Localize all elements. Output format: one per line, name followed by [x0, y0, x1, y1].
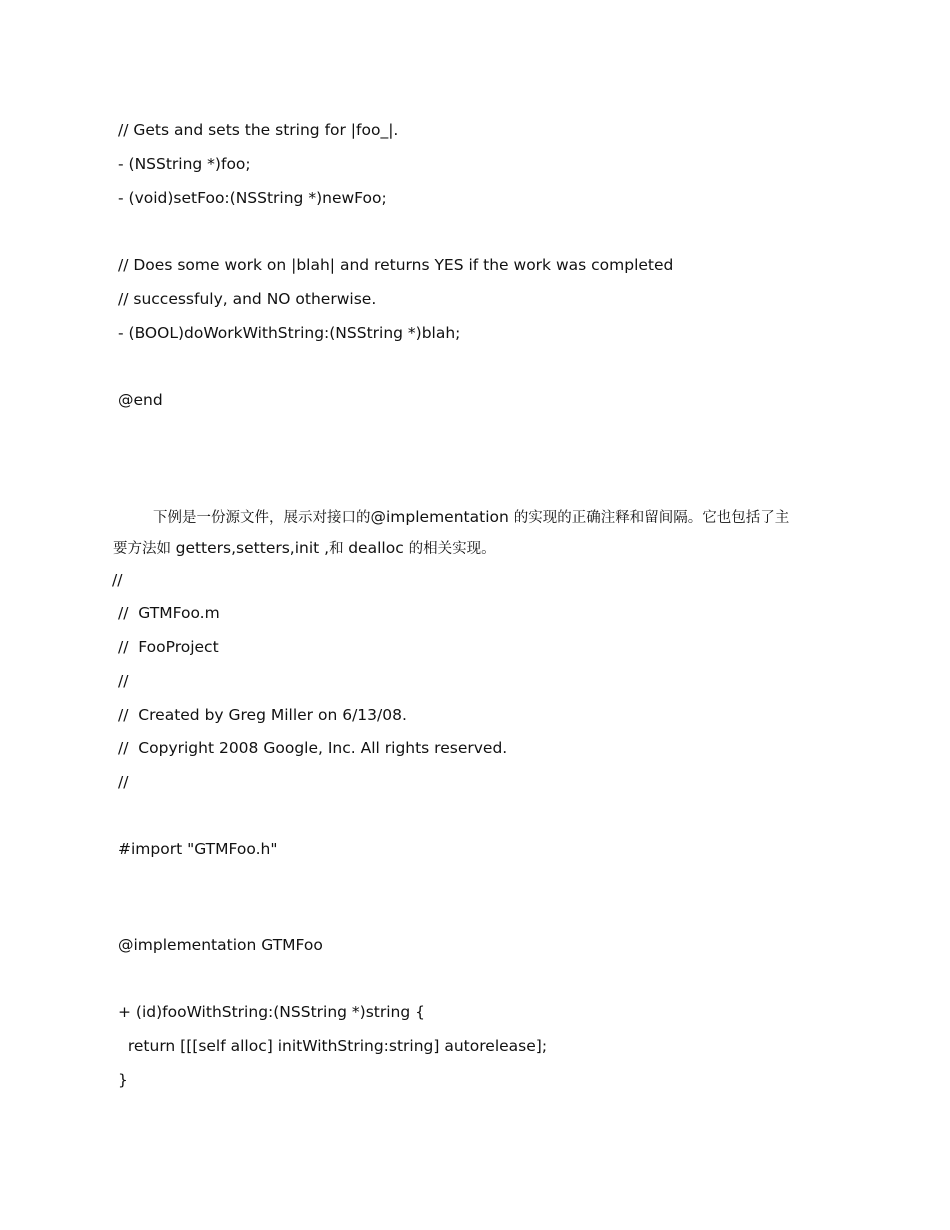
code-line: // Copyright 2008 Google, Inc. All rights reserved. — [118, 739, 508, 757]
code-line: // successfuly, and NO otherwise. — [118, 290, 377, 308]
paragraph-code-term: getters,setters,init , — [175, 539, 330, 557]
paragraph-text: 和 — [329, 541, 349, 557]
code-line: #import "GTMFoo.h" — [118, 840, 278, 858]
code-line: + (id)fooWithString:(NSString *)string { — [118, 1003, 425, 1021]
code-line: // FooProject — [118, 638, 219, 656]
code-line: @implementation GTMFoo — [118, 936, 323, 954]
code-line: } — [118, 1071, 128, 1089]
code-line: - (void)setFoo:(NSString *)newFoo; — [118, 189, 387, 207]
code-line: // Does some work on |blah| and returns YES if the work was completed — [118, 256, 674, 274]
code-line: // — [118, 672, 129, 690]
paragraph-text: 要方法如 — [113, 541, 176, 557]
paragraph-code-term: @implementation — [370, 508, 514, 526]
code-line: // GTMFoo.m — [118, 604, 220, 622]
code-line: // Gets and sets the string for |foo_|. — [118, 121, 399, 139]
paragraph-code-term: dealloc — [348, 539, 409, 557]
code-line: // — [112, 571, 123, 589]
code-line: return [[[self alloc] initWithString:string] autorelease]; — [118, 1037, 548, 1055]
paragraph-text: 的相关实现。 — [408, 541, 496, 557]
code-line: - (BOOL)doWorkWithString:(NSString *)blah; — [118, 324, 461, 342]
description-paragraph — [113, 502, 833, 564]
code-line: - (NSString *)foo; — [118, 155, 251, 173]
paragraph-text: 下例是一份源文件，展示对接口的 — [153, 510, 371, 526]
code-line: // Created by Greg Miller on 6/13/08. — [118, 706, 407, 724]
code-line: @end — [118, 391, 163, 409]
paragraph-text: 的实现的正确注释和留间隔。它也包括了主 — [513, 510, 790, 526]
code-line: // — [118, 773, 129, 791]
